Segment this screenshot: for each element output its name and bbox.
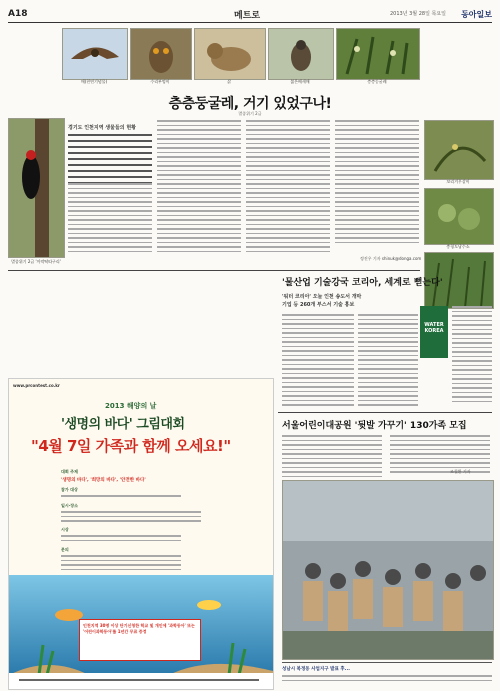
photo-falcon bbox=[62, 28, 128, 80]
poster-text-block bbox=[61, 511, 201, 525]
poster-main-title: '생명의 바다' 그림대회 bbox=[61, 417, 185, 432]
photo-caption: 꼬리겨우살이 bbox=[446, 179, 470, 184]
photo-plant bbox=[336, 28, 420, 80]
photo-caption: 충청도남수소 bbox=[446, 244, 470, 249]
article2-subtitle: '워터 코리아' 오늘 인천 송도서 개막 bbox=[282, 294, 362, 300]
body-column-2 bbox=[157, 120, 241, 255]
page-number: A18 bbox=[8, 9, 28, 19]
photo-caption: 붉은배새매 bbox=[290, 79, 310, 84]
poster-text-block bbox=[61, 555, 181, 573]
poster-text-block bbox=[61, 535, 181, 544]
photo-hawk bbox=[268, 28, 334, 80]
photo-caption: 멸종위기 2급 '까막딱따구리' bbox=[11, 259, 61, 264]
page-header bbox=[8, 8, 492, 23]
poster-slogan: "4월 7일 가족과 함께 오세요!" bbox=[31, 437, 231, 455]
photo-caption: 층층둥굴레 bbox=[367, 79, 387, 84]
poster-footer-note: 인천지역 30명 이상 단기신청한 학교 및 개인에 '과학동아' 또는 '어린이과학동아'를 1년간 무료 증정 bbox=[83, 623, 195, 634]
photo-wildcat bbox=[194, 28, 266, 80]
article-lead: 경기도 인천지역 생물들의 현황 bbox=[68, 125, 137, 131]
article2-column-1 bbox=[282, 314, 354, 409]
article-headline: 층층둥굴레, 거기 있었구나! bbox=[168, 96, 332, 112]
photo-mistletoe bbox=[424, 120, 494, 180]
poster-sponsor-bar bbox=[9, 673, 273, 689]
article2-column-3 bbox=[452, 306, 492, 405]
photo-woodpecker bbox=[8, 118, 65, 258]
poster-year-title: 2013 해양의 날 bbox=[105, 402, 157, 410]
article2-column-2 bbox=[358, 314, 418, 409]
publication-logo: 동아일보 bbox=[461, 10, 492, 19]
article2-title: '물산업 기술강국 코리아, 세계로 뻗는다' bbox=[282, 278, 443, 288]
photo-park-crowd bbox=[282, 480, 494, 660]
poster-url[interactable]: www.prcontest.co.kr bbox=[13, 383, 60, 388]
poster-section-label: 참가 대상 bbox=[61, 487, 78, 492]
contest-poster-ad[interactable] bbox=[8, 378, 274, 690]
footer-ad-text: 성남시 복정동 사업지구 발표 후... bbox=[282, 667, 350, 672]
body-column-4 bbox=[335, 120, 419, 246]
water-korea-logo bbox=[420, 306, 448, 358]
photo-aquatic-plant bbox=[424, 188, 494, 245]
poster-notice-box bbox=[79, 619, 201, 661]
article3-title: 서울어린이대공원 '뒷발 가꾸기' 130가족 모집 bbox=[282, 421, 467, 431]
photo-caption: 수리부엉이 bbox=[150, 79, 170, 84]
section-name: 메트로 bbox=[234, 11, 261, 21]
reporter-byline: 정진우 기자 shinuk@donga.com bbox=[360, 256, 422, 261]
photo-caption: 삵 bbox=[227, 79, 231, 84]
photo-owl bbox=[130, 28, 192, 80]
poster-text-block bbox=[61, 495, 181, 500]
logo-text: WATER KOREA bbox=[424, 322, 444, 334]
photo-caption: 매(천연기념물) bbox=[80, 79, 108, 84]
headline-credit: 멸종위기 2급 bbox=[238, 111, 262, 116]
body-column-1 bbox=[68, 183, 152, 255]
issue-date: 2013년 3월 28일 목요일 bbox=[389, 11, 446, 17]
footer-ad[interactable] bbox=[282, 662, 492, 687]
article2-subtitle-2: 기업 등 260개 부스서 기술 홍보 bbox=[282, 302, 355, 308]
reporter-byline: 조철환 기자 bbox=[450, 469, 471, 474]
poster-section-label: 대회 주제 bbox=[61, 469, 78, 474]
poster-section-label: 일시·장소 bbox=[61, 503, 78, 508]
poster-theme: '생명의 바다', '희망의 바다', '안전한 바다' bbox=[61, 478, 146, 483]
article3-column-2 bbox=[390, 435, 490, 476]
poster-section-label: 문의 bbox=[61, 547, 69, 552]
lead-text-block bbox=[68, 134, 152, 188]
poster-section-label: 시상 bbox=[61, 527, 69, 532]
body-column-3 bbox=[246, 120, 330, 255]
